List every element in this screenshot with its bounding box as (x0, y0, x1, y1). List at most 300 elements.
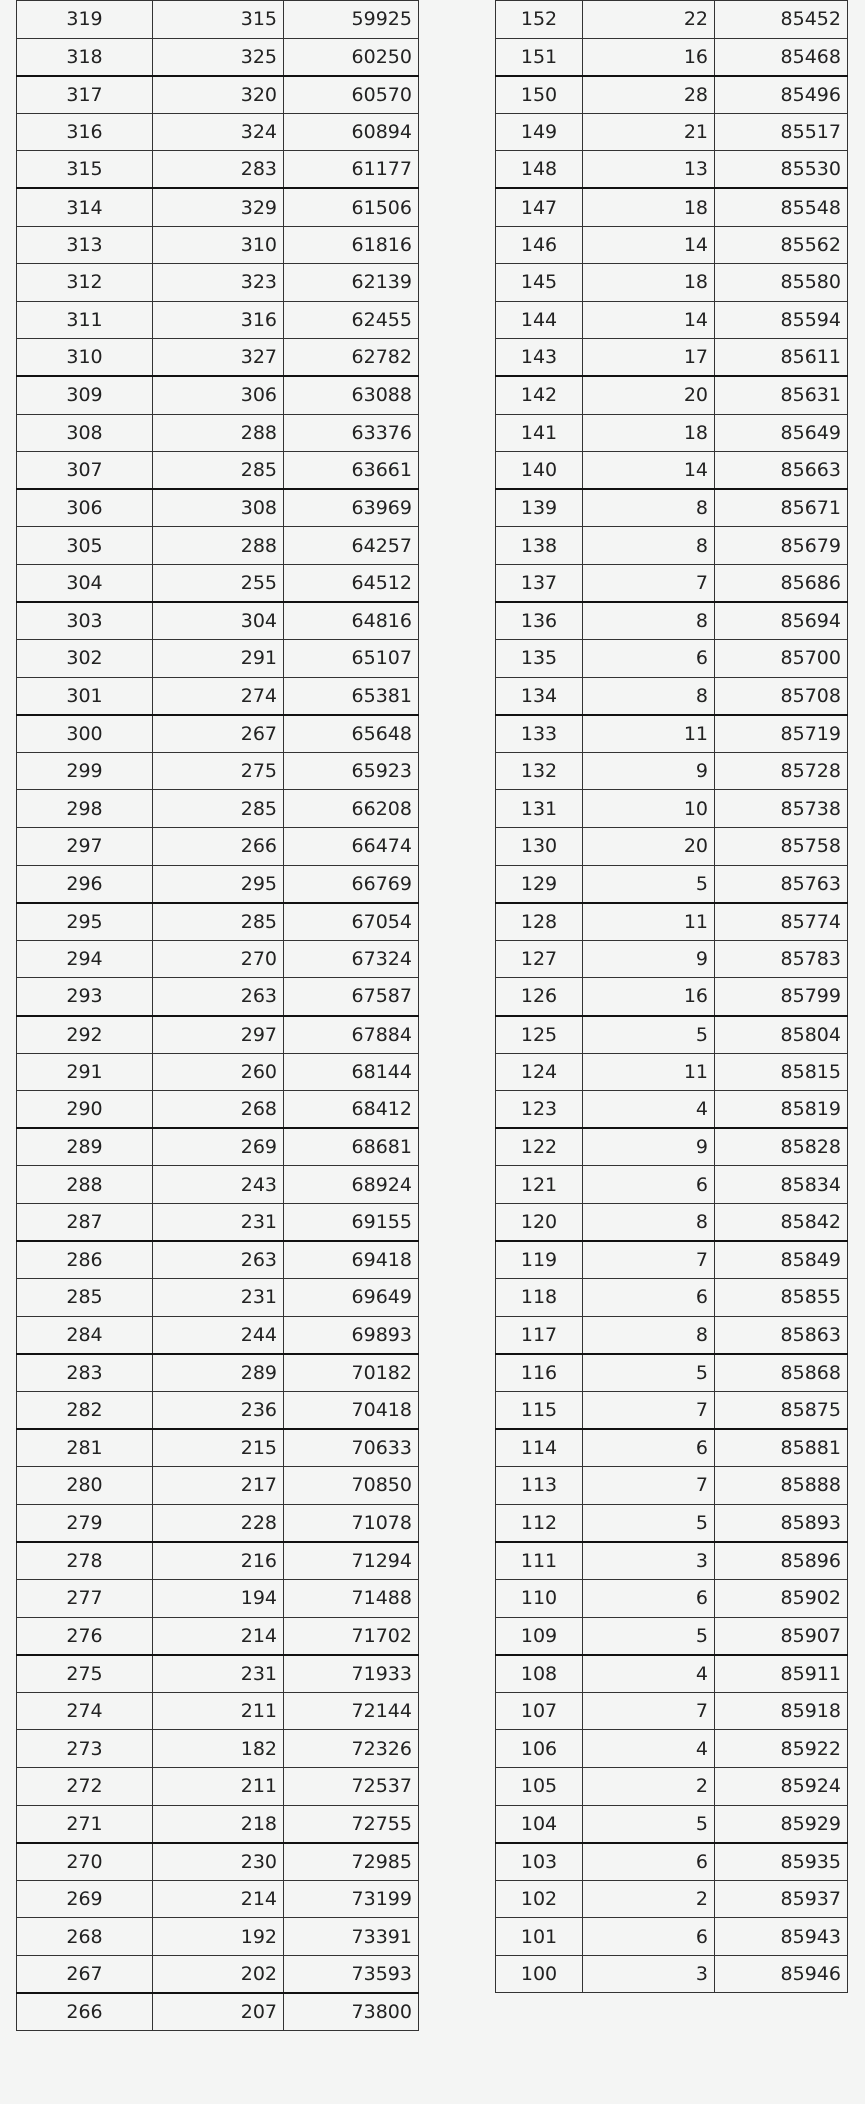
table-row (496, 226, 848, 264)
table-row (496, 715, 848, 753)
table-row (17, 188, 419, 226)
score-cell: 140 (496, 452, 583, 490)
score-cell: 151 (496, 38, 583, 76)
score-cell: 138 (496, 527, 583, 565)
score-cell: 107 (496, 1692, 583, 1730)
score-cell: 109 (496, 1617, 583, 1655)
score-cell: 111 (496, 1542, 583, 1580)
cumulative-cell: 63969 (284, 489, 419, 527)
table-row (496, 76, 848, 114)
table-row (17, 564, 419, 602)
cumulative-cell: 85758 (715, 828, 848, 866)
cumulative-cell: 85728 (715, 752, 848, 790)
score-cell: 148 (496, 151, 583, 189)
score-cell: 132 (496, 752, 583, 790)
cumulative-cell: 73199 (284, 1880, 419, 1918)
count-cell: 6 (583, 1166, 715, 1204)
cumulative-cell: 85517 (715, 113, 848, 151)
count-cell: 18 (583, 188, 715, 226)
count-cell: 2 (583, 1767, 715, 1805)
count-cell: 14 (583, 452, 715, 490)
count-cell: 236 (153, 1391, 284, 1429)
score-cell: 281 (17, 1429, 153, 1467)
table-row (496, 602, 848, 640)
table-row (496, 828, 848, 866)
score-cell: 103 (496, 1843, 583, 1881)
score-cell: 285 (17, 1279, 153, 1317)
score-cell: 122 (496, 1128, 583, 1166)
table-row (17, 38, 419, 76)
cumulative-cell: 85548 (715, 188, 848, 226)
table-row (17, 790, 419, 828)
score-cell: 113 (496, 1467, 583, 1505)
score-cell: 108 (496, 1655, 583, 1693)
table-row (496, 865, 848, 903)
cumulative-cell: 63088 (284, 376, 419, 414)
cumulative-cell: 85611 (715, 339, 848, 377)
score-cell: 273 (17, 1730, 153, 1768)
count-cell: 263 (153, 1241, 284, 1279)
count-cell: 285 (153, 903, 284, 941)
score-cell: 268 (17, 1918, 153, 1956)
cumulative-cell: 67587 (284, 978, 419, 1016)
count-cell: 231 (153, 1655, 284, 1693)
table-row (496, 640, 848, 678)
cumulative-cell: 72985 (284, 1843, 419, 1881)
cumulative-cell: 85855 (715, 1279, 848, 1317)
table-row (496, 1279, 848, 1317)
score-cell: 280 (17, 1467, 153, 1505)
cumulative-cell: 85679 (715, 527, 848, 565)
table-row (17, 940, 419, 978)
count-cell: 230 (153, 1843, 284, 1881)
count-cell: 268 (153, 1091, 284, 1129)
table-row (17, 301, 419, 339)
score-cell: 276 (17, 1617, 153, 1655)
cumulative-cell: 85663 (715, 452, 848, 490)
cumulative-cell: 68412 (284, 1091, 419, 1129)
count-cell: 6 (583, 1843, 715, 1881)
score-cell: 131 (496, 790, 583, 828)
cumulative-cell: 62782 (284, 339, 419, 377)
cumulative-cell: 69649 (284, 1279, 419, 1317)
score-cell: 274 (17, 1692, 153, 1730)
table-row (17, 1241, 419, 1279)
count-cell: 9 (583, 940, 715, 978)
cumulative-cell: 73593 (284, 1955, 419, 1993)
count-cell: 270 (153, 940, 284, 978)
table-row (496, 1241, 848, 1279)
cumulative-cell: 65107 (284, 640, 419, 678)
table-row (496, 677, 848, 715)
cumulative-cell: 72755 (284, 1805, 419, 1843)
table-row (496, 264, 848, 302)
count-cell: 231 (153, 1204, 284, 1242)
score-cell: 287 (17, 1204, 153, 1242)
cumulative-cell: 85937 (715, 1880, 848, 1918)
cumulative-cell: 85719 (715, 715, 848, 753)
count-cell: 182 (153, 1730, 284, 1768)
score-cell: 296 (17, 865, 153, 903)
cumulative-cell: 68681 (284, 1128, 419, 1166)
score-cell: 106 (496, 1730, 583, 1768)
score-cell: 318 (17, 38, 153, 76)
cumulative-cell: 85868 (715, 1354, 848, 1392)
score-cell: 121 (496, 1166, 583, 1204)
score-cell: 277 (17, 1579, 153, 1617)
cumulative-cell: 69155 (284, 1204, 419, 1242)
cumulative-cell: 85700 (715, 640, 848, 678)
score-cell: 309 (17, 376, 153, 414)
count-cell: 8 (583, 602, 715, 640)
score-cell: 120 (496, 1204, 583, 1242)
cumulative-cell: 85799 (715, 978, 848, 1016)
count-cell: 11 (583, 903, 715, 941)
table-row (17, 677, 419, 715)
score-cell: 104 (496, 1805, 583, 1843)
cumulative-cell: 60570 (284, 76, 419, 114)
count-cell: 216 (153, 1542, 284, 1580)
table-row (496, 1354, 848, 1392)
table-row (496, 1918, 848, 1956)
cumulative-cell: 72537 (284, 1767, 419, 1805)
table-row (17, 1805, 419, 1843)
table-row (496, 452, 848, 490)
table-row (496, 1617, 848, 1655)
cumulative-cell: 85562 (715, 226, 848, 264)
count-cell: 9 (583, 752, 715, 790)
table-row (496, 1053, 848, 1091)
table-row (17, 376, 419, 414)
count-cell: 263 (153, 978, 284, 1016)
score-cell: 282 (17, 1391, 153, 1429)
cumulative-cell: 85849 (715, 1241, 848, 1279)
score-cell: 112 (496, 1504, 583, 1542)
cumulative-cell: 69418 (284, 1241, 419, 1279)
table-row (496, 1767, 848, 1805)
count-cell: 14 (583, 301, 715, 339)
table-row (496, 38, 848, 76)
count-cell: 266 (153, 828, 284, 866)
table-row (17, 489, 419, 527)
count-cell: 310 (153, 226, 284, 264)
count-cell: 5 (583, 1504, 715, 1542)
table-row (496, 527, 848, 565)
table-row (496, 1166, 848, 1204)
score-cell: 316 (17, 113, 153, 151)
score-cell: 283 (17, 1354, 153, 1392)
cumulative-cell: 85496 (715, 76, 848, 114)
table-row (496, 339, 848, 377)
cumulative-cell: 85804 (715, 1016, 848, 1054)
table-row (496, 1730, 848, 1768)
cumulative-cell: 85452 (715, 1, 848, 39)
table-row (496, 1692, 848, 1730)
score-cell: 291 (17, 1053, 153, 1091)
count-cell: 5 (583, 1617, 715, 1655)
table-row (496, 1, 848, 39)
table-row (17, 1993, 419, 2031)
cumulative-cell: 85783 (715, 940, 848, 978)
count-cell: 5 (583, 1805, 715, 1843)
cumulative-cell: 85834 (715, 1166, 848, 1204)
score-cell: 136 (496, 602, 583, 640)
score-cell: 298 (17, 790, 153, 828)
count-cell: 315 (153, 1, 284, 39)
count-cell: 228 (153, 1504, 284, 1542)
count-cell: 269 (153, 1128, 284, 1166)
score-cell: 284 (17, 1316, 153, 1354)
table-row (496, 414, 848, 452)
table-row (17, 1880, 419, 1918)
score-cell: 300 (17, 715, 153, 753)
score-cell: 146 (496, 226, 583, 264)
cumulative-cell: 60894 (284, 113, 419, 151)
count-cell: 244 (153, 1316, 284, 1354)
count-cell: 327 (153, 339, 284, 377)
score-cell: 278 (17, 1542, 153, 1580)
table-row (17, 1767, 419, 1805)
count-cell: 214 (153, 1880, 284, 1918)
score-cell: 118 (496, 1279, 583, 1317)
score-cell: 270 (17, 1843, 153, 1881)
count-cell: 283 (153, 151, 284, 189)
score-cell: 305 (17, 527, 153, 565)
cumulative-cell: 85924 (715, 1767, 848, 1805)
score-cell: 286 (17, 1241, 153, 1279)
table-row (17, 1843, 419, 1881)
cumulative-cell: 71933 (284, 1655, 419, 1693)
score-cell: 295 (17, 903, 153, 941)
cumulative-cell: 85649 (715, 414, 848, 452)
cumulative-cell: 85815 (715, 1053, 848, 1091)
cumulative-cell: 67884 (284, 1016, 419, 1054)
count-cell: 5 (583, 1016, 715, 1054)
score-cell: 310 (17, 339, 153, 377)
score-cell: 315 (17, 151, 153, 189)
table-row (496, 1316, 848, 1354)
cumulative-cell: 64816 (284, 602, 419, 640)
count-cell: 218 (153, 1805, 284, 1843)
score-cell: 128 (496, 903, 583, 941)
score-cell: 144 (496, 301, 583, 339)
cumulative-cell: 85888 (715, 1467, 848, 1505)
count-cell: 7 (583, 1467, 715, 1505)
cumulative-cell: 85594 (715, 301, 848, 339)
score-table-right (495, 0, 848, 1993)
cumulative-cell: 64512 (284, 564, 419, 602)
table-row (17, 1955, 419, 1993)
table-row (496, 1880, 848, 1918)
count-cell: 6 (583, 640, 715, 678)
score-cell: 119 (496, 1241, 583, 1279)
score-cell: 137 (496, 564, 583, 602)
cumulative-cell: 70850 (284, 1467, 419, 1505)
cumulative-cell: 70182 (284, 1354, 419, 1392)
table-row (496, 1542, 848, 1580)
cumulative-cell: 85935 (715, 1843, 848, 1881)
count-cell: 16 (583, 978, 715, 1016)
count-cell: 316 (153, 301, 284, 339)
left-table-body (17, 1, 419, 2031)
score-cell: 100 (496, 1955, 583, 1993)
cumulative-cell: 71294 (284, 1542, 419, 1580)
count-cell: 20 (583, 376, 715, 414)
cumulative-cell: 85631 (715, 376, 848, 414)
count-cell: 275 (153, 752, 284, 790)
cumulative-cell: 85828 (715, 1128, 848, 1166)
count-cell: 214 (153, 1617, 284, 1655)
count-cell: 5 (583, 1354, 715, 1392)
score-cell: 135 (496, 640, 583, 678)
cumulative-cell: 70418 (284, 1391, 419, 1429)
cumulative-cell: 61816 (284, 226, 419, 264)
table-row (496, 151, 848, 189)
count-cell: 291 (153, 640, 284, 678)
count-cell: 6 (583, 1279, 715, 1317)
right-table-body (496, 1, 848, 1993)
table-row (17, 828, 419, 866)
table-row (17, 339, 419, 377)
cumulative-cell: 72326 (284, 1730, 419, 1768)
cumulative-cell: 68924 (284, 1166, 419, 1204)
count-cell: 306 (153, 376, 284, 414)
score-cell: 133 (496, 715, 583, 753)
score-cell: 116 (496, 1354, 583, 1392)
score-cell: 307 (17, 452, 153, 490)
table-row (496, 1391, 848, 1429)
cumulative-cell: 65381 (284, 677, 419, 715)
table-row (17, 752, 419, 790)
table-row (17, 113, 419, 151)
score-cell: 149 (496, 113, 583, 151)
count-cell: 215 (153, 1429, 284, 1467)
score-cell: 303 (17, 602, 153, 640)
table-row (496, 1504, 848, 1542)
cumulative-cell: 73800 (284, 1993, 419, 2031)
score-cell: 123 (496, 1091, 583, 1129)
count-cell: 8 (583, 1316, 715, 1354)
cumulative-cell: 85875 (715, 1391, 848, 1429)
count-cell: 5 (583, 865, 715, 903)
cumulative-cell: 62455 (284, 301, 419, 339)
score-cell: 304 (17, 564, 153, 602)
cumulative-cell: 85943 (715, 1918, 848, 1956)
score-cell: 308 (17, 414, 153, 452)
cumulative-cell: 85530 (715, 151, 848, 189)
table-row (17, 264, 419, 302)
table-row (17, 1542, 419, 1580)
score-cell: 147 (496, 188, 583, 226)
cumulative-cell: 85774 (715, 903, 848, 941)
count-cell: 3 (583, 1542, 715, 1580)
count-cell: 324 (153, 113, 284, 151)
cumulative-cell: 60250 (284, 38, 419, 76)
cumulative-cell: 85907 (715, 1617, 848, 1655)
count-cell: 202 (153, 1955, 284, 1993)
score-cell: 299 (17, 752, 153, 790)
table-row (496, 903, 848, 941)
cumulative-cell: 59925 (284, 1, 419, 39)
table-row (496, 1204, 848, 1242)
count-cell: 320 (153, 76, 284, 114)
cumulative-cell: 85922 (715, 1730, 848, 1768)
table-row (17, 1204, 419, 1242)
table-row (496, 188, 848, 226)
table-row (496, 978, 848, 1016)
table-row (17, 865, 419, 903)
count-cell: 7 (583, 1391, 715, 1429)
cumulative-cell: 67054 (284, 903, 419, 941)
score-cell: 302 (17, 640, 153, 678)
table-row (17, 1091, 419, 1129)
cumulative-cell: 63661 (284, 452, 419, 490)
score-cell: 297 (17, 828, 153, 866)
table-row (17, 1016, 419, 1054)
count-cell: 8 (583, 677, 715, 715)
score-cell: 266 (17, 1993, 153, 2031)
score-cell: 117 (496, 1316, 583, 1354)
table-row (496, 376, 848, 414)
count-cell: 243 (153, 1166, 284, 1204)
count-cell: 22 (583, 1, 715, 39)
count-cell: 6 (583, 1429, 715, 1467)
table-row (17, 1429, 419, 1467)
score-cell: 279 (17, 1504, 153, 1542)
cumulative-cell: 85902 (715, 1579, 848, 1617)
score-cell: 288 (17, 1166, 153, 1204)
count-cell: 18 (583, 414, 715, 452)
count-cell: 285 (153, 790, 284, 828)
count-cell: 3 (583, 1955, 715, 1993)
count-cell: 4 (583, 1655, 715, 1693)
cumulative-cell: 61506 (284, 188, 419, 226)
table-row (17, 1316, 419, 1354)
count-cell: 288 (153, 527, 284, 565)
cumulative-cell: 85842 (715, 1204, 848, 1242)
count-cell: 8 (583, 527, 715, 565)
score-cell: 311 (17, 301, 153, 339)
count-cell: 260 (153, 1053, 284, 1091)
count-cell: 4 (583, 1730, 715, 1768)
cumulative-cell: 71702 (284, 1617, 419, 1655)
cumulative-cell: 71488 (284, 1579, 419, 1617)
table-row (496, 1128, 848, 1166)
table-row (496, 1429, 848, 1467)
table-row (496, 940, 848, 978)
score-cell: 317 (17, 76, 153, 114)
score-cell: 314 (17, 188, 153, 226)
table-row (17, 715, 419, 753)
table-row (17, 1918, 419, 1956)
count-cell: 7 (583, 1692, 715, 1730)
score-cell: 289 (17, 1128, 153, 1166)
count-cell: 323 (153, 264, 284, 302)
score-cell: 130 (496, 828, 583, 866)
count-cell: 21 (583, 113, 715, 151)
count-cell: 14 (583, 226, 715, 264)
count-cell: 2 (583, 1880, 715, 1918)
count-cell: 192 (153, 1918, 284, 1956)
score-cell: 294 (17, 940, 153, 978)
count-cell: 6 (583, 1918, 715, 1956)
score-cell: 126 (496, 978, 583, 1016)
cumulative-cell: 63376 (284, 414, 419, 452)
count-cell: 17 (583, 339, 715, 377)
cumulative-cell: 85911 (715, 1655, 848, 1693)
count-cell: 6 (583, 1579, 715, 1617)
score-cell: 134 (496, 677, 583, 715)
